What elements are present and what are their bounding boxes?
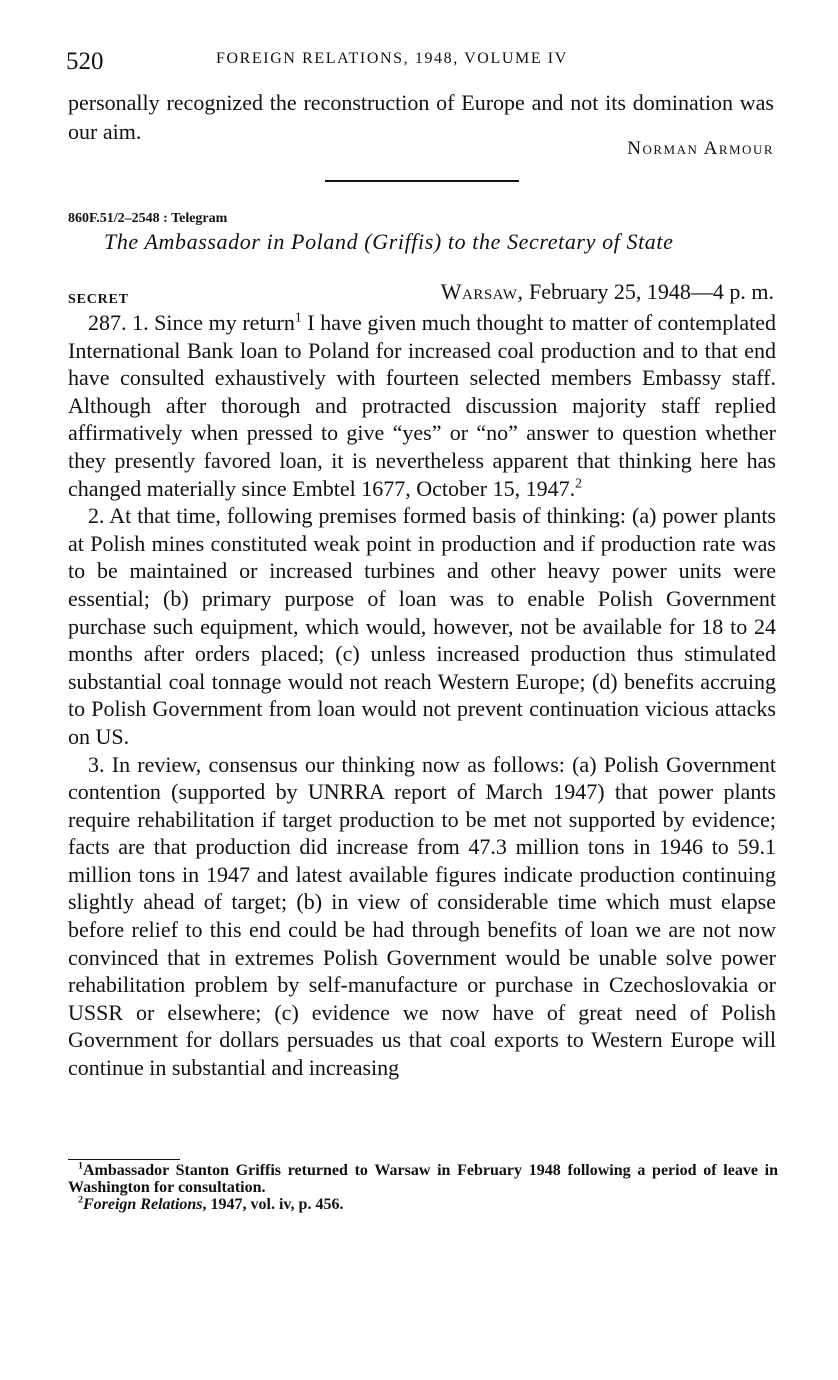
telegram-body <box>68 309 776 1082</box>
footnotes <box>68 1162 778 1213</box>
footnote-1 <box>68 1162 778 1196</box>
footnote-1-mark: 1 <box>78 1160 83 1172</box>
page-number: 520 <box>66 48 104 75</box>
title-part-2: to the Secretary of State <box>441 229 674 254</box>
document-title <box>104 229 673 255</box>
classification-marking: SECRET <box>68 292 129 307</box>
dateline-date: February 25, 1948—4 p. m. <box>528 279 774 304</box>
paragraph-1 <box>68 309 776 502</box>
paragraph-3: 3. In review, consensus our thinking now as follows: (a) Polish Government contention (supported by UNRRA report of March 1947) that power plants require rehabilitation if target production to be met not supported by evidence; facts are that production did increase from 47.3 million tons in 1946 to 59.1 million tons in 1947 and latest available figures indicate production continuing slightly ahead of target; (b) in view of considerable time which must elapse before relief to this end could be had through benefits of loan we are not now convinced that in extremes Polish Government would be unable solve power rehabilitation problem by self-manufacture or purchase in Czechoslovakia or USSR or elsewhere; (c) evidence we now have of great need of Polish Government for dollars persuades us that coal exports to Western Europe will continue in substantial and increasing <box>68 751 776 1081</box>
footnote-2 <box>68 1196 778 1213</box>
dateline <box>441 279 774 305</box>
running-head <box>66 46 774 80</box>
footnote-rule <box>68 1159 180 1160</box>
file-reference: 860F.51/2–2548 : Telegram <box>68 211 228 226</box>
paragraph-1-start: 287. 1. Since my return <box>88 310 295 335</box>
footnote-2-citation: , 1947, vol. iv, p. 456. <box>202 1196 344 1213</box>
footnote-ref-2: 2 <box>575 475 582 491</box>
paragraph-2: 2. At that time, following premises formed basis of thinking: (a) power plants at Polish mines constituted weak point in production and if production rate was to be maintained or increased turbines and other heavy power units were essential; (b) primary purpose of loan was to enable Polish Government purchase such equipment, which would, however, not be available for 18 to 24 months after orders placed; (c) unless increased production thus stimulated substantial coal tonnage would not reach Western Europe; (d) benefits accruing to Polish Government from loan would not prevent continuation vicious attacks on US. <box>68 503 776 749</box>
continuation-text: personally recognized the reconstruction of Europe and not its domination was our aim. <box>68 90 774 144</box>
dateline-city: Warsaw, <box>440 279 524 304</box>
footnote-2-mark: 2 <box>78 1194 83 1206</box>
running-head-title: FOREIGN RELATIONS, 1948, VOLUME IV <box>216 50 568 67</box>
footnote-ref-1: 1 <box>294 309 302 325</box>
title-part-1: The Ambassador in Poland <box>104 229 365 254</box>
footnote-2-title: Foreign Relations <box>82 1196 203 1213</box>
footnote-1-text: Ambassador Stanton Griffis returned to Warsaw in February 1948 following a period of leave in Washington for consultation. <box>68 1162 778 1196</box>
paragraph-1-rest: I have given much thought to matter of contemplated International Bank loan to Poland for increased coal production and to that end have consulted exhaustively with fourteen selected members Embassy staff. Although after thorough and protracted discussion majority staff replied affirmatively when pressed to give “yes” or “no” answer to question whether they presently favored loan, it is nevertheless apparent that thinking here has changed materially since Embtel 1677, October 15, 1947. <box>68 310 776 501</box>
section-divider <box>325 180 519 182</box>
signature: Norman Armour <box>627 138 774 159</box>
title-paren: (Griffis) <box>364 229 442 254</box>
